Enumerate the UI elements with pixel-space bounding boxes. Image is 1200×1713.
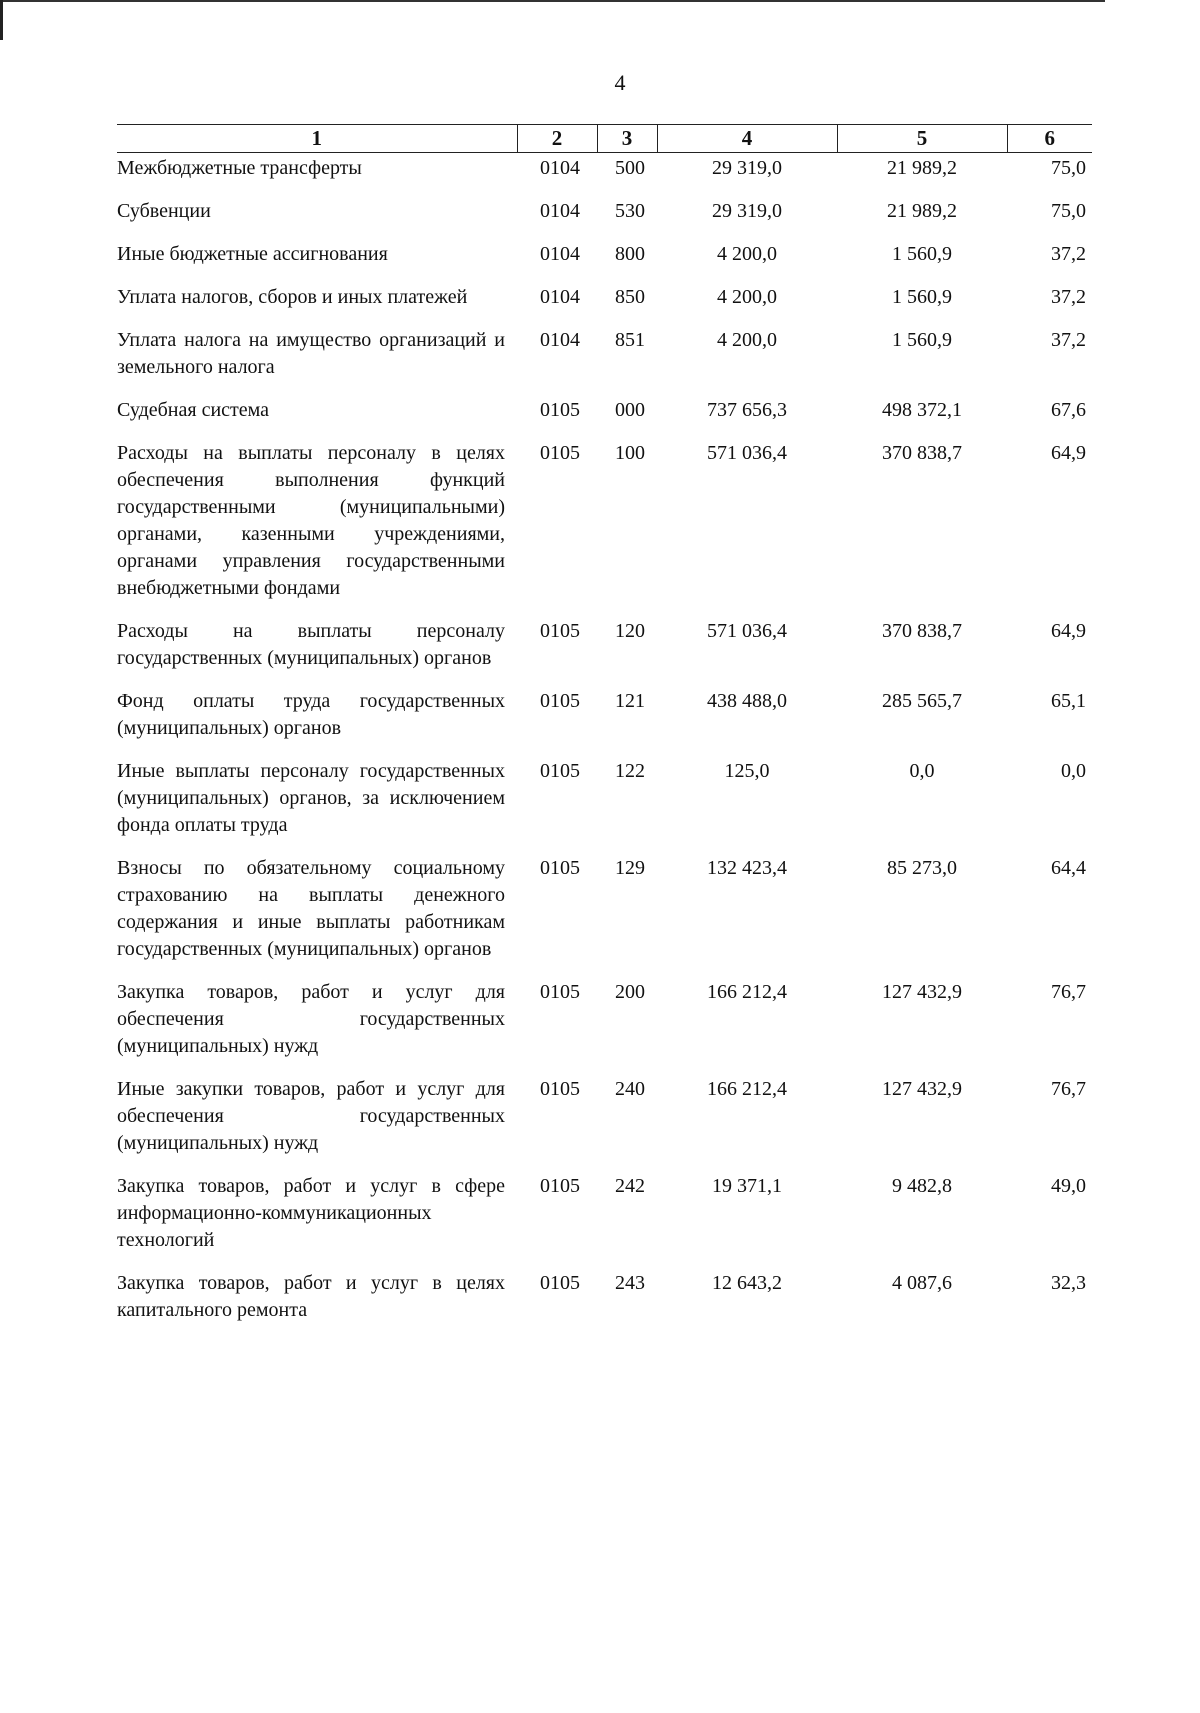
row-name: Субвенции xyxy=(117,200,211,222)
header-col-5: 5 xyxy=(837,125,1007,153)
row-name: Иные закупки товаров, работ и услуг для обеспечения государственных (муниципальных) нужд xyxy=(117,1078,505,1154)
header-col-2: 2 xyxy=(517,125,597,153)
row-percent-value: 65,1 xyxy=(1051,690,1086,712)
row-type-code: 500 xyxy=(615,157,645,179)
header-row xyxy=(117,125,1092,153)
row-section-code: 0104 xyxy=(540,243,580,265)
table-header xyxy=(117,125,1092,153)
table-row xyxy=(117,241,1092,284)
row-type-code: 243 xyxy=(615,1272,645,1294)
table-row xyxy=(117,688,1092,758)
row-type-code: 129 xyxy=(615,857,645,879)
budget-table xyxy=(117,124,1092,1340)
row-plan-value: 132 423,4 xyxy=(707,857,787,879)
row-section-code: 0104 xyxy=(540,329,580,351)
row-type-code: 800 xyxy=(615,243,645,265)
row-section-code: 0105 xyxy=(540,760,580,782)
row-actual-value: 9 482,8 xyxy=(892,1175,952,1197)
row-percent-value: 37,2 xyxy=(1051,243,1086,265)
row-percent-value: 75,0 xyxy=(1051,200,1086,222)
row-plan-value: 737 656,3 xyxy=(707,399,787,421)
row-plan-value: 571 036,4 xyxy=(707,620,787,642)
scan-edge-left xyxy=(0,0,3,40)
budget-table-container xyxy=(117,124,1092,1340)
row-section-code: 0105 xyxy=(540,690,580,712)
row-type-code: 100 xyxy=(615,442,645,464)
row-actual-value: 127 432,9 xyxy=(882,1078,962,1100)
row-percent-value: 64,9 xyxy=(1051,620,1086,642)
row-type-code: 530 xyxy=(615,200,645,222)
row-plan-value: 438 488,0 xyxy=(707,690,787,712)
row-actual-value: 0,0 xyxy=(909,760,935,782)
row-type-code: 200 xyxy=(615,981,645,1003)
table-row xyxy=(117,618,1092,688)
row-percent-value: 76,7 xyxy=(1051,981,1086,1003)
row-plan-value: 4 200,0 xyxy=(717,329,777,351)
row-section-code: 0105 xyxy=(540,620,580,642)
scan-edge-top xyxy=(0,0,1105,2)
row-plan-value: 4 200,0 xyxy=(717,286,777,308)
header-col-6: 6 xyxy=(1007,125,1092,153)
table-row xyxy=(117,1173,1092,1270)
row-section-code: 0104 xyxy=(540,286,580,308)
row-section-code: 0105 xyxy=(540,1078,580,1100)
row-type-code: 850 xyxy=(615,286,645,308)
page-number: 4 xyxy=(614,70,626,95)
row-actual-value: 21 989,2 xyxy=(887,157,957,179)
row-actual-value: 370 838,7 xyxy=(882,620,962,642)
row-plan-value: 29 319,0 xyxy=(712,157,782,179)
row-percent-value: 64,9 xyxy=(1051,442,1086,464)
row-percent-value: 49,0 xyxy=(1051,1175,1086,1197)
table-row xyxy=(117,758,1092,855)
table-row xyxy=(117,153,1092,199)
row-plan-value: 4 200,0 xyxy=(717,243,777,265)
row-name: Судебная система xyxy=(117,399,270,421)
row-name: Закупка товаров, работ и услуг в сфере информационно-коммуникационных технологий xyxy=(117,1175,505,1251)
row-type-code: 120 xyxy=(615,620,645,642)
row-section-code: 0105 xyxy=(540,1175,580,1197)
row-percent-value: 76,7 xyxy=(1051,1078,1086,1100)
row-name: Взносы по обязательному социальному страхованию на выплаты денежного содержания и иные выплаты работникам государственных (муниципальных) органов xyxy=(117,857,505,960)
row-actual-value: 21 989,2 xyxy=(887,200,957,222)
row-percent-value: 0,0 xyxy=(1061,760,1086,782)
row-actual-value: 498 372,1 xyxy=(882,399,962,421)
row-section-code: 0105 xyxy=(540,399,580,421)
row-plan-value: 29 319,0 xyxy=(712,200,782,222)
table-row xyxy=(117,1076,1092,1173)
row-name: Межбюджетные трансферты xyxy=(117,157,362,179)
row-percent-value: 37,2 xyxy=(1051,286,1086,308)
row-type-code: 851 xyxy=(615,329,645,351)
row-section-code: 0105 xyxy=(540,857,580,879)
row-type-code: 242 xyxy=(615,1175,645,1197)
row-plan-value: 12 643,2 xyxy=(712,1272,782,1294)
row-type-code: 000 xyxy=(615,399,645,421)
row-section-code: 0104 xyxy=(540,157,580,179)
row-name: Закупка товаров, работ и услуг для обеспечения государственных (муниципальных) нужд xyxy=(117,981,505,1057)
row-plan-value: 125,0 xyxy=(724,760,770,782)
table-row xyxy=(117,979,1092,1076)
row-section-code: 0105 xyxy=(540,981,580,1003)
row-section-code: 0105 xyxy=(540,442,580,464)
row-actual-value: 1 560,9 xyxy=(892,329,952,351)
row-name: Уплата налогов, сборов и иных платежей xyxy=(117,286,468,308)
row-name: Фонд оплаты труда государственных (муниципальных) органов xyxy=(117,690,505,739)
row-type-code: 122 xyxy=(615,760,645,782)
row-actual-value: 127 432,9 xyxy=(882,981,962,1003)
row-percent-value: 32,3 xyxy=(1051,1272,1086,1294)
row-section-code: 0105 xyxy=(540,1272,580,1294)
row-actual-value: 4 087,6 xyxy=(892,1272,952,1294)
table-row xyxy=(117,198,1092,241)
row-name: Закупка товаров, работ и услуг в целях капитального ремонта xyxy=(117,1272,505,1321)
table-row xyxy=(117,440,1092,618)
row-plan-value: 19 371,1 xyxy=(712,1175,782,1197)
table-row xyxy=(117,327,1092,397)
row-percent-value: 64,4 xyxy=(1051,857,1086,879)
row-plan-value: 166 212,4 xyxy=(707,981,787,1003)
row-percent-value: 75,0 xyxy=(1051,157,1086,179)
table-row xyxy=(117,397,1092,440)
row-plan-value: 166 212,4 xyxy=(707,1078,787,1100)
row-type-code: 121 xyxy=(615,690,645,712)
row-name: Уплата налога на имущество организаций и земельного налога xyxy=(117,329,505,378)
row-section-code: 0104 xyxy=(540,200,580,222)
row-actual-value: 1 560,9 xyxy=(892,286,952,308)
header-col-3: 3 xyxy=(597,125,657,153)
table-row xyxy=(117,284,1092,327)
row-percent-value: 67,6 xyxy=(1051,399,1086,421)
row-name: Расходы на выплаты персоналу в целях обеспечения выполнения функций государственными (муниципальными) органами, казенными учреждениями, органами управления государственными внебюджетными фондами xyxy=(117,442,505,599)
row-name: Иные бюджетные ассигнования xyxy=(117,243,388,265)
row-actual-value: 285 565,7 xyxy=(882,690,962,712)
header-col-1: 1 xyxy=(117,125,517,153)
row-actual-value: 85 273,0 xyxy=(887,857,957,879)
row-name: Иные выплаты персоналу государственных (муниципальных) органов, за исключением фонда оплаты труда xyxy=(117,760,505,836)
header-col-4: 4 xyxy=(657,125,837,153)
table-row xyxy=(117,1270,1092,1340)
row-actual-value: 1 560,9 xyxy=(892,243,952,265)
row-plan-value: 571 036,4 xyxy=(707,442,787,464)
table-row xyxy=(117,855,1092,979)
row-percent-value: 37,2 xyxy=(1051,329,1086,351)
table-body xyxy=(117,153,1092,1341)
row-actual-value: 370 838,7 xyxy=(882,442,962,464)
row-name: Расходы на выплаты персоналу государственных (муниципальных) органов xyxy=(117,620,505,669)
row-type-code: 240 xyxy=(615,1078,645,1100)
